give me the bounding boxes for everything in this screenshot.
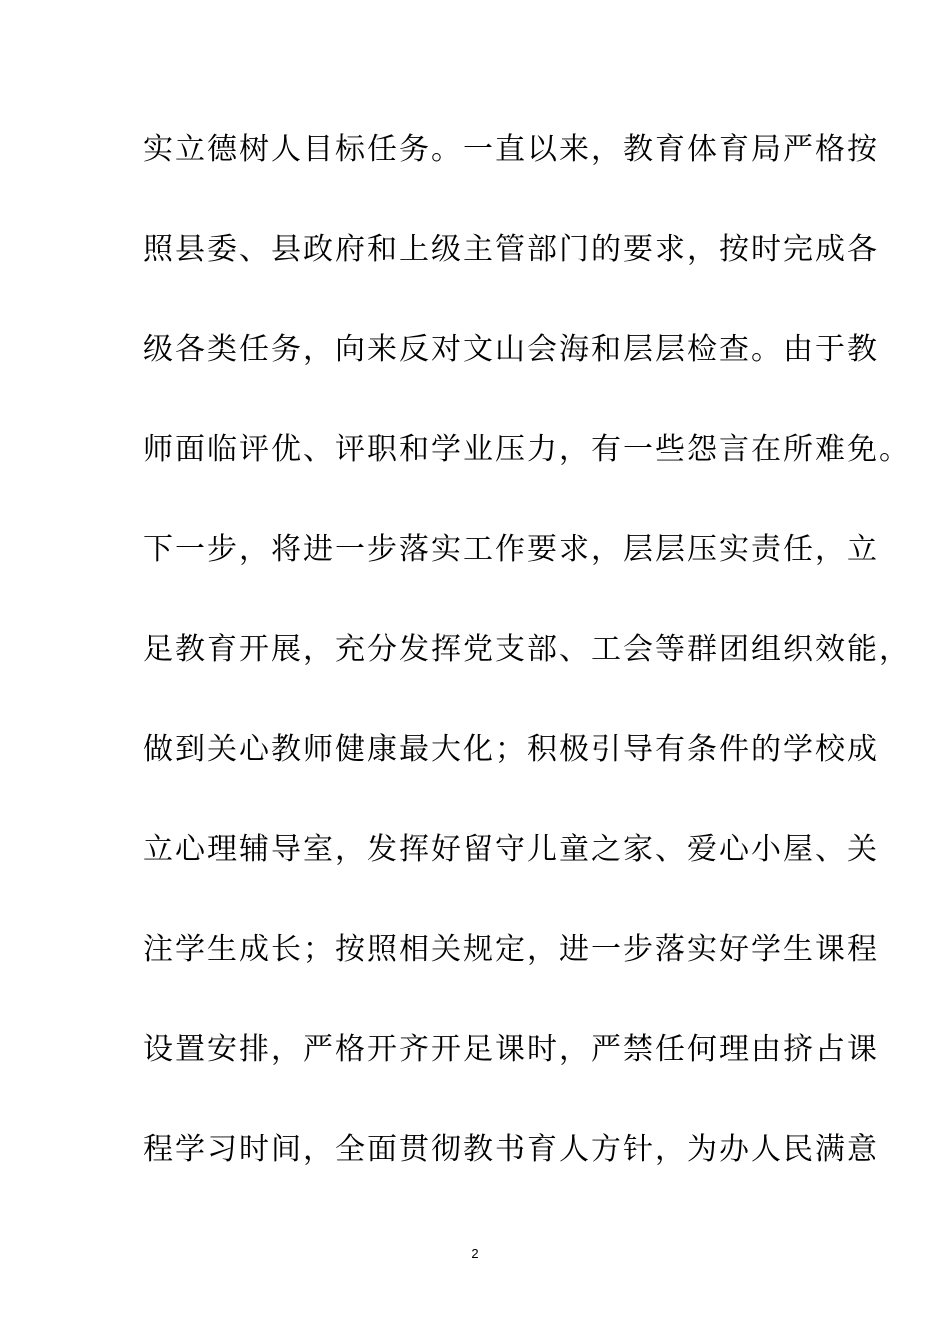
body-text-line: 做到关心教师健康最大化；积极引导有条件的学校成 — [143, 732, 879, 767]
body-text-line: 足教育开展，充分发挥党支部、工会等群团组织效能， — [143, 632, 911, 667]
body-text-line: 注学生成长；按照相关规定，进一步落实好学生课程 — [143, 932, 879, 967]
body-text-line: 师面临评优、评职和学业压力，有一些怨言在所难免。 — [143, 432, 911, 467]
body-text-line: 实立德树人目标任务。一直以来，教育体育局严格按 — [143, 132, 879, 167]
body-text-line: 下一步，将进一步落实工作要求，层层压实责任，立 — [143, 532, 879, 567]
page-number: 2 — [471, 1246, 479, 1261]
body-text-line: 立心理辅导室，发挥好留守儿童之家、爱心小屋、关 — [143, 832, 879, 867]
body-text-line: 设置安排，严格开齐开足课时，严禁任何理由挤占课 — [143, 1032, 879, 1067]
body-text-line: 照县委、县政府和上级主管部门的要求，按时完成各 — [143, 232, 879, 267]
body-text-line: 程学习时间，全面贯彻教书育人方针，为办人民满意 — [143, 1132, 879, 1167]
body-text-line: 级各类任务，向来反对文山会海和层层检查。由于教 — [143, 332, 879, 367]
